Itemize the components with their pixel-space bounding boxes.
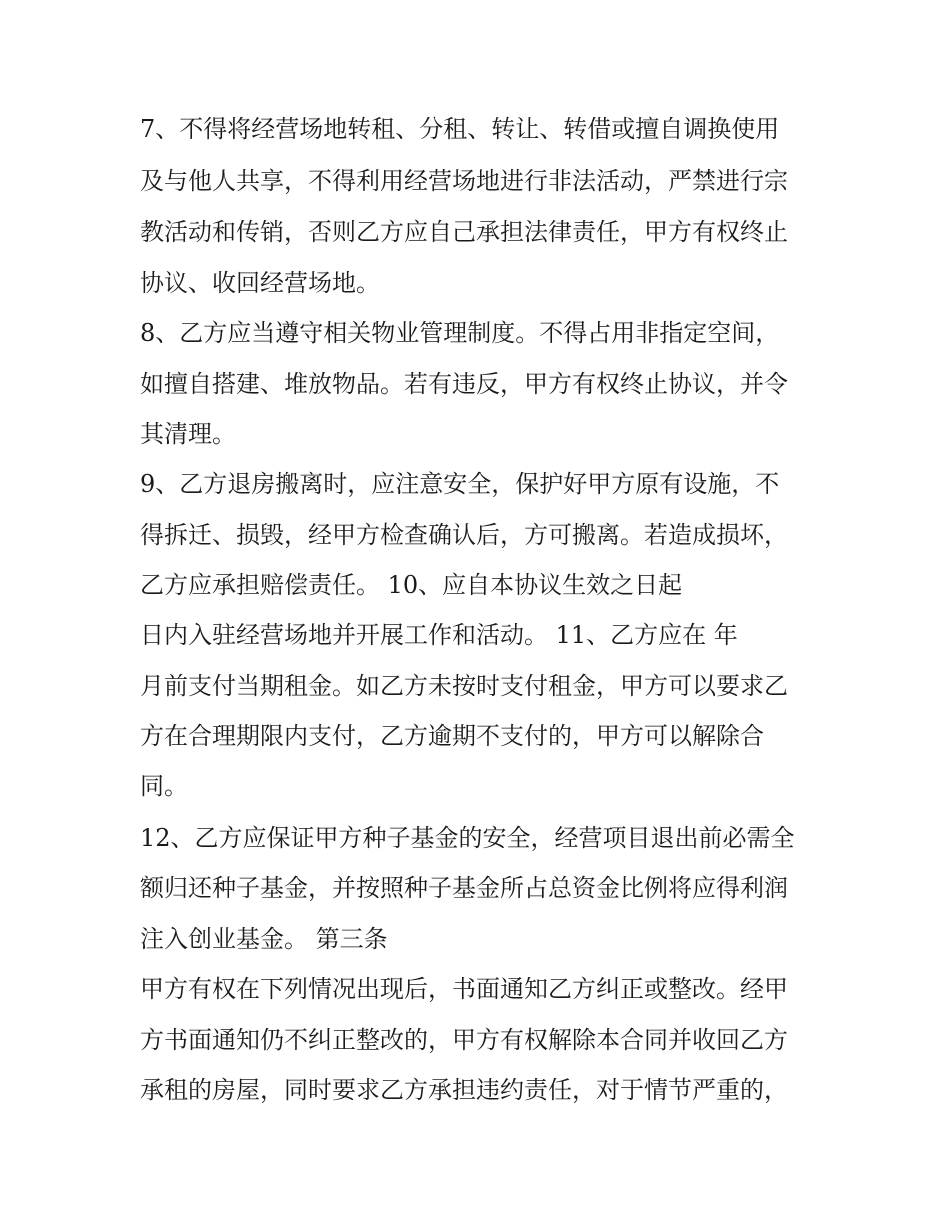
text-line: 承租的房屋，同时要求乙方承担违约责任，对于情节严重的， bbox=[140, 1076, 788, 1104]
text-line: 月前支付当期租金。如乙方未按时支付租金，甲方可以要求乙 bbox=[140, 672, 788, 700]
text-line: 12、乙方应保证甲方种子基金的安全，经营项目退出前必需全 bbox=[140, 824, 795, 852]
text-line: 如擅自搭建、堆放物品。若有违反，甲方有权终止协议，并令 bbox=[140, 370, 788, 398]
text-line: 教活动和传销，否则乙方应自己承担法律责任，甲方有权终止 bbox=[140, 218, 788, 246]
text-line: 同。 bbox=[140, 772, 188, 800]
text-line: 甲方有权在下列情况出现后，书面通知乙方纠正或整改。经甲 bbox=[140, 975, 788, 1003]
text-line: 9、乙方退房搬离时，应注意安全，保护好甲方原有设施，不 bbox=[140, 470, 780, 498]
text-line: 协议、收回经营场地。 bbox=[140, 269, 380, 297]
text-line: 乙方应承担赔偿责任。 10、应自本协议生效之日起 bbox=[140, 571, 683, 599]
text-line: 注入创业基金。 第三条 bbox=[140, 925, 388, 953]
text-line: 8、乙方应当遵守相关物业管理制度。不得占用非指定空间， bbox=[140, 319, 780, 347]
text-line: 日内入驻经营场地并开展工作和活动。 11、乙方应在 年 bbox=[140, 621, 738, 649]
text-line: 额归还种子基金，并按照种子基金所占总资金比例将应得利润 bbox=[140, 874, 788, 902]
text-line: 方书面通知仍不纠正整改的，甲方有权解除本合同并收回乙方 bbox=[140, 1026, 788, 1054]
text-line: 7、不得将经营场地转租、分租、转让、转借或擅自调换使用 bbox=[140, 115, 780, 143]
text-line: 方在合理期限内支付，乙方逾期不支付的，甲方可以解除合 bbox=[140, 722, 764, 750]
text-line: 及与他人共享，不得利用经营场地进行非法活动，严禁进行宗 bbox=[140, 167, 788, 195]
text-line: 其清理。 bbox=[140, 420, 236, 448]
text-line: 得拆迁、损毁，经甲方检查确认后，方可搬离。若造成损坏， bbox=[140, 521, 788, 549]
